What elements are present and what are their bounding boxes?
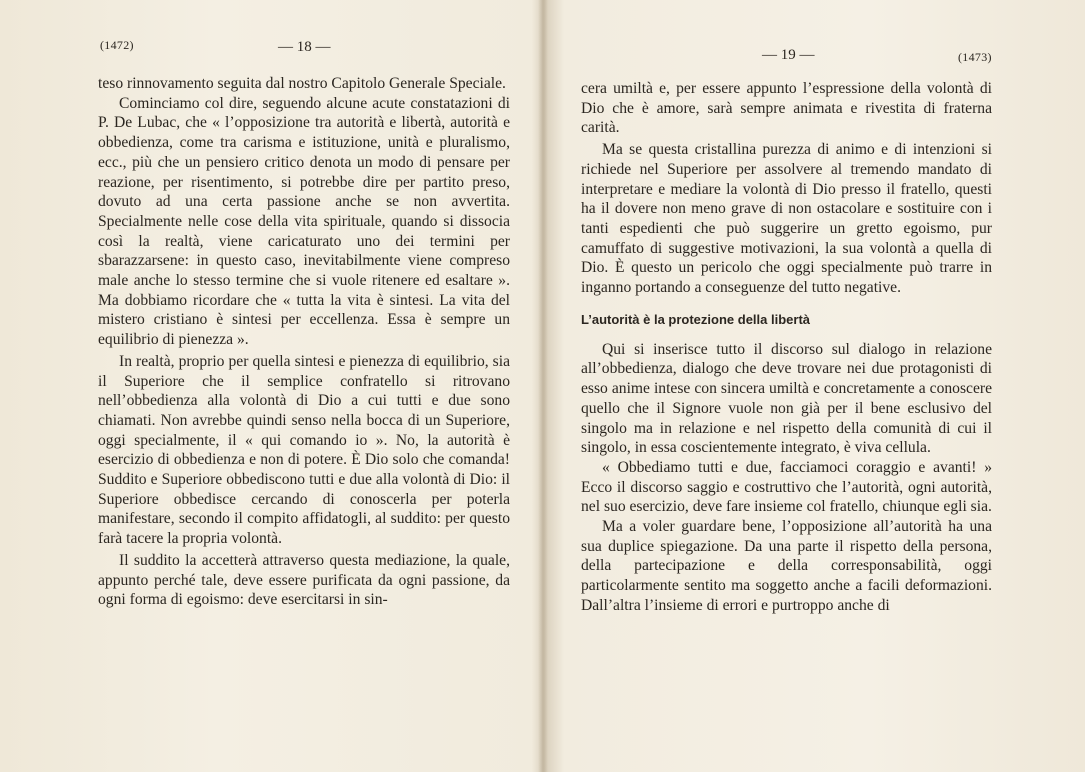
paragraph: cera umiltà e, per essere appunto l’espressione della volontà di Dio che è amore, sarà sempre animata e rivestita di fraterna carità. bbox=[581, 80, 992, 137]
paragraph: teso rinnovamento seguita dal nostro Capitolo Generale Speciale. bbox=[98, 75, 506, 92]
section-heading: L’autorità è la protezione della libertà bbox=[581, 311, 810, 327]
left-page bbox=[0, 0, 540, 772]
paragraph: « Obbediamo tutti e due, facciamoci coraggio e avanti! » Ecco il discorso saggio e costruttivo che l’autorità, ogni autorità, nel suo esercizio, deve fare insieme col fratello, chiunque egli sia. bbox=[581, 458, 992, 516]
paragraph: Il suddito la accetterà attraverso questa mediazione, la quale, appunto perché tale, deve essere purificata da ogni passione, da ogni forma di egoismo: deve esercitarsi in sin- bbox=[98, 551, 510, 609]
paragraph: Qui si inserisce tutto il discorso sul dialogo in relazione all’obbedienza, dialogo che deve trovare nei due protagonisti di esso anime intese con sincera umiltà e concretamente a conoscere quello che il Signore vuole non già per il bene esclusivo del singolo ma in relazione e nel rispetto della comunità di cui il singolo, in essa coscientemente integrato, è viva cellula. bbox=[581, 340, 992, 457]
right-page bbox=[548, 0, 1085, 772]
right-page-number: — 19 — bbox=[762, 47, 815, 63]
right-page-text bbox=[581, 79, 992, 616]
left-page-text bbox=[98, 74, 510, 610]
paragraph: Ma a voler guardare bene, l’opposizione all’autorità ha una sua duplice spiegazione. Da una parte il rispetto della persona, della partecipazione e della corresponsabilità, oggi particolarmente sentito ma soggetto anche a facili deformazioni. Dall’altra l’insieme di errori e purtroppo anche di bbox=[581, 518, 992, 614]
left-page-number: — 18 — bbox=[278, 39, 331, 55]
paragraph: Cominciamo col dire, seguendo alcune acute constatazioni di P. De Lubac, che « l’opposizione tra autorità e libertà, autorità e obbedienza, come tra carisma e istituzione, unità e pluralismo, ecc., più che un pensiero critico denota un modo di pensare per reazione, per risentimento, si potrebbe dire per partito preso, dovuto ad una certa passione anche se non avvertita. Specialmente nelle cose della vita spirituale, quando si dissocia così la realtà, viene caricaturato uno dei termini per sbarazzarsene: in questo caso, inevitabilmente viene compreso male anche lo stesso termine che si vuole ritenere ed esaltare ». Ma dobbiamo ricordare che « tutta la vita è sintesi. La vita del mistero cristiano è sintesi per eccellenza. Essa è sempre un equilibrio di pienezza ». bbox=[98, 94, 510, 349]
paragraph: In realtà, proprio per quella sintesi e pienezza di equilibrio, sia il Superiore che il semplice confratello si ritrovano nell’obbedienza alla volontà di Dio a cui tutti e due sono chiamati. Non avrebbe quindi senso nella bocca di un Superiore, oggi specialmente, il « qui comando io ». No, la autorità è esercizio di obbedienza e non di potere. È Dio solo che comanda! Suddito e Superiore obbediscono tutti e due alla volontà di Dio: il Superiore obbedisce cercando di conoscerla per poterla manifestare, secondo il compito affidatogli, al suddito: per questo farà tacere la propria volontà. bbox=[98, 352, 510, 548]
right-page-code: (1473) bbox=[958, 50, 992, 64]
left-page-code: (1472) bbox=[100, 38, 134, 52]
paragraph: Ma se questa cristallina purezza di animo e di intenzioni si richiede nel Superiore per assolvere al tremendo mandato di interpretare e mediare la volontà di Dio presso il fratello, questi ha il dovere non meno grave di non ostacolare e sostituire con i tanti espedienti che può suggerire un gretto egoismo, pur camuffato di suggestive motivazioni, la sua volontà a quella di Dio. È questo un pericolo che oggi specialmente può trarre in inganno portando a conseguenze del tutto negative. bbox=[581, 141, 992, 297]
